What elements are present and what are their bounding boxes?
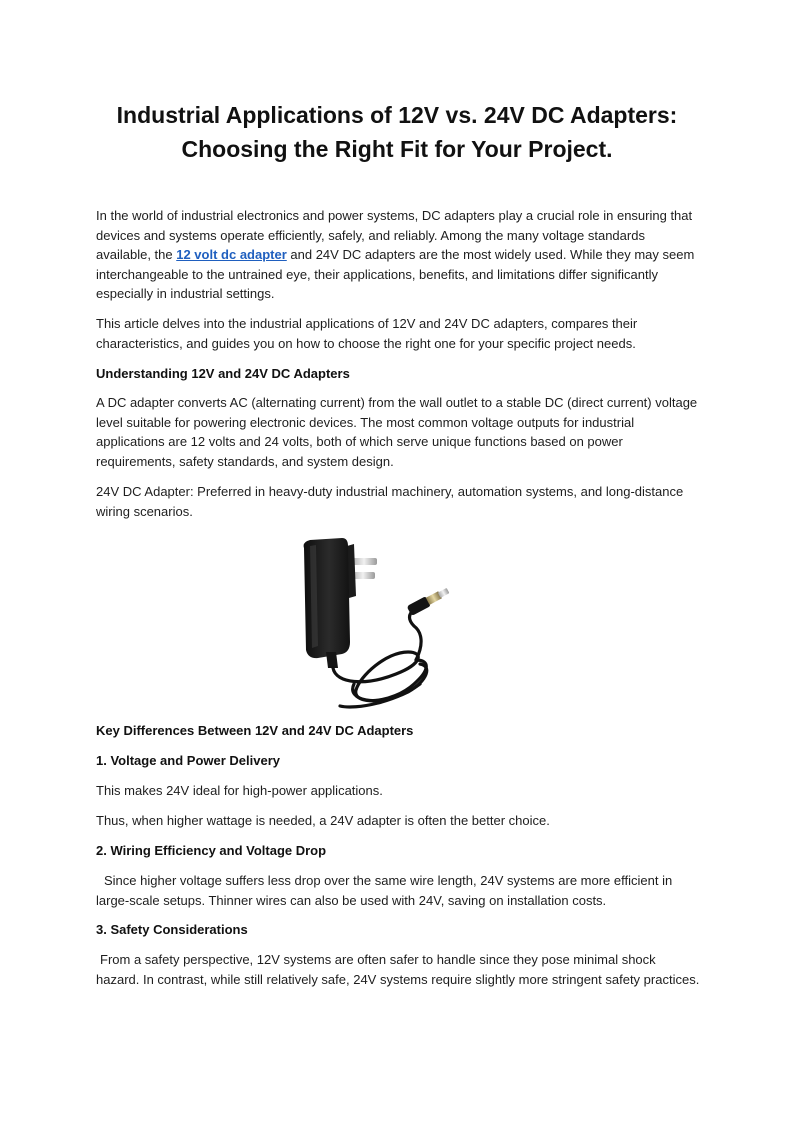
prong-top	[351, 558, 377, 565]
dc-plug	[407, 586, 451, 616]
12-volt-dc-adapter-link[interactable]: 12 volt dc adapter	[176, 247, 287, 262]
dc-adapter-definition-paragraph: A DC adapter converts AC (alternating current) from the wall outlet to a stable DC (direct current) voltage level suitable for powering electronic devices. The most common voltage outputs for industrial applications are 12 volts and 24 volts, both of which serve unique functions based on power requirements, safety standards, and system design.	[96, 395, 698, 469]
heading-wiring-efficiency: 2. Wiring Efficiency and Voltage Drop	[96, 843, 327, 858]
intro-text-before-link: In the world of industrial electronics and power systems, DC adapters play a crucial role in ensuring that devices and systems operate efficiently, safely, and reliably. Among the many voltage standards available, the	[96, 208, 693, 262]
title-line-2: Choosing the Right Fit for Your Project.	[181, 136, 613, 162]
safety-paragraph: From a safety perspective, 12V systems are often safer to handle since they pose minimal shock hazard. In contrast, while still relatively safe, 24V systems require slightly more stringent safety practices.	[96, 952, 700, 987]
24v-adapter-paragraph: 24V DC Adapter: Preferred in heavy-duty industrial machinery, automation systems, and long-distance wiring scenarios.	[96, 484, 684, 519]
high-power-paragraph: This makes 24V ideal for high-power applications.	[96, 783, 383, 798]
page-title	[70, 98, 724, 166]
title-line-1: Industrial Applications of 12V vs. 24V DC Adapters:	[116, 102, 678, 128]
wiring-efficiency-paragraph: Since higher voltage suffers less drop over the same wire length, 24V systems are more efficient in large-scale setups. Thinner wires can also be used with 24V, saving on installation costs.	[96, 873, 673, 908]
heading-understanding: Understanding 12V and 24V DC Adapters	[96, 366, 350, 381]
higher-wattage-paragraph: Thus, when higher wattage is needed, a 24V adapter is often the better choice.	[96, 813, 550, 828]
intro-paragraph	[96, 206, 700, 304]
dc-adapter-image	[296, 534, 456, 712]
heading-voltage-power-delivery: 1. Voltage and Power Delivery	[96, 753, 280, 768]
article-scope-paragraph: This article delves into the industrial applications of 12V and 24V DC adapters, compares their characteristics, and guides you on how to choose the right one for your specific project needs.	[96, 316, 638, 351]
cable-strain-relief	[326, 652, 338, 668]
heading-key-differences: Key Differences Between 12V and 24V DC Adapters	[96, 723, 414, 738]
intro-text-after-link: and 24V DC adapters are the most widely used. While they may seem interchangeable to the untrained eye, their applications, benefits, and limitations differ significantly especially in industrial settings.	[96, 247, 695, 301]
heading-safety-considerations: 3. Safety Considerations	[96, 922, 248, 937]
